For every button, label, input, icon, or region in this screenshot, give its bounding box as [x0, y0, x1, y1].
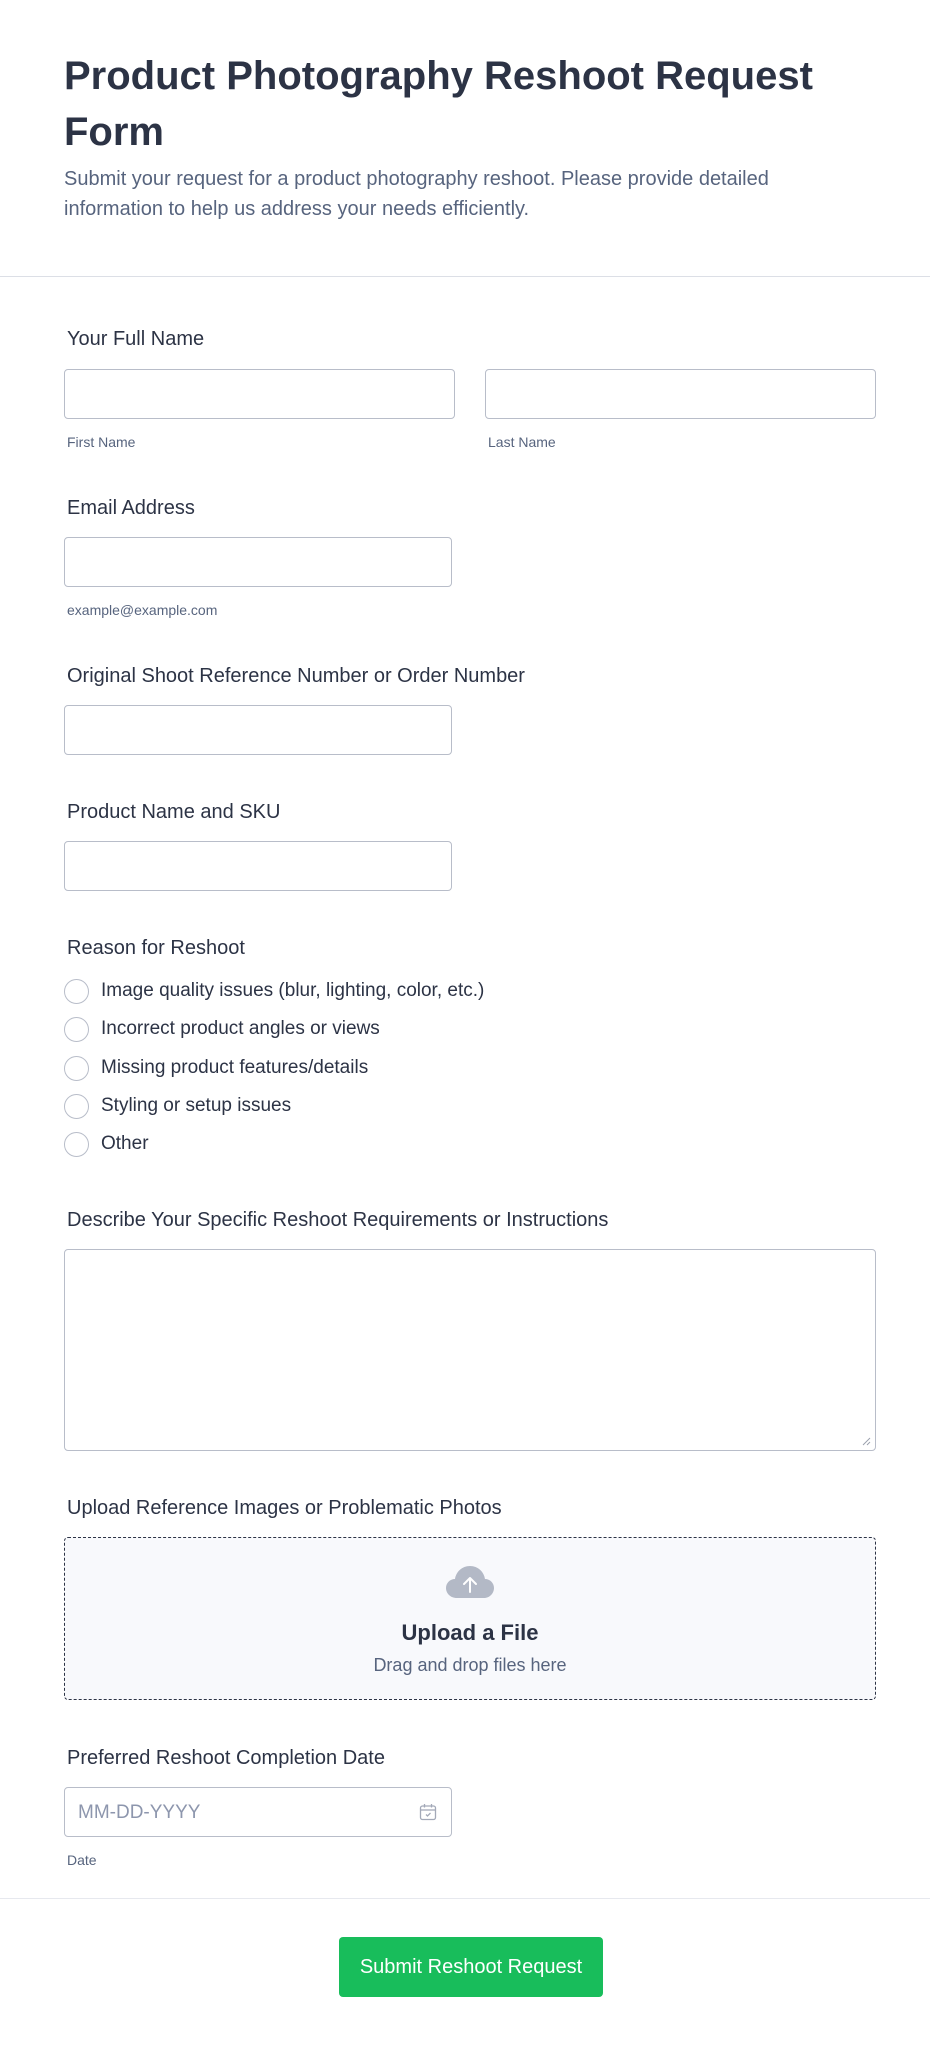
radio-button[interactable]: [64, 1017, 89, 1042]
reason-option-label: Styling or setup issues: [101, 1095, 292, 1116]
submit-button[interactable]: Submit Reshoot Request: [339, 1937, 603, 1997]
reason-option-missing-features[interactable]: [64, 1054, 368, 1082]
requirements-textarea[interactable]: [64, 1249, 876, 1451]
order-ref-input[interactable]: [64, 705, 452, 755]
last-name-sublabel: Last Name: [488, 434, 556, 450]
reason-option-styling[interactable]: [64, 1092, 291, 1120]
date-sublabel: Date: [67, 1852, 97, 1868]
last-name-input[interactable]: [485, 369, 876, 419]
radio-button[interactable]: [64, 1132, 89, 1157]
date-placeholder: MM-DD-YYYY: [78, 1802, 201, 1823]
footer-divider: [0, 1898, 930, 1899]
reason-option-label: Image quality issues (blur, lighting, color, etc.): [101, 980, 485, 1001]
upload-title: Upload a File: [401, 1620, 539, 1645]
requirements-label: Describe Your Specific Reshoot Requirements or Instructions: [67, 1209, 609, 1231]
full-name-label: Your Full Name: [67, 328, 205, 350]
first-name-sublabel: First Name: [67, 434, 136, 450]
reason-option-angles[interactable]: [64, 1015, 380, 1043]
radio-button[interactable]: [64, 979, 89, 1004]
product-input[interactable]: [64, 841, 452, 891]
form-description: Submit your request for a product photography reshoot. Please provide detailed information to help us address your needs efficiently.: [64, 168, 769, 220]
email-input[interactable]: [64, 537, 452, 587]
resize-handle-icon[interactable]: [861, 1436, 871, 1446]
reason-option-label: Missing product features/details: [101, 1057, 369, 1078]
file-upload-dropzone[interactable]: [64, 1537, 876, 1700]
radio-button[interactable]: [64, 1094, 89, 1119]
email-label: Email Address: [67, 497, 195, 519]
order-ref-label: Original Shoot Reference Number or Order Number: [67, 665, 525, 687]
reason-label: Reason for Reshoot: [67, 937, 245, 959]
product-label: Product Name and SKU: [67, 801, 281, 823]
upload-label: Upload Reference Images or Problematic Photos: [67, 1497, 502, 1519]
date-input[interactable]: [64, 1787, 452, 1837]
reason-option-label: Other: [101, 1133, 149, 1154]
first-name-input[interactable]: [64, 369, 455, 419]
cloud-upload-icon: [445, 1564, 495, 1600]
date-label: Preferred Reshoot Completion Date: [67, 1747, 385, 1769]
reason-option-image-quality[interactable]: [64, 977, 484, 1005]
email-sublabel: example@example.com: [67, 602, 218, 618]
reason-option-label: Incorrect product angles or views: [101, 1018, 380, 1039]
reason-option-other[interactable]: [64, 1130, 149, 1158]
form-header: [0, 0, 930, 277]
upload-subtitle: Drag and drop files here: [373, 1655, 567, 1675]
calendar-icon[interactable]: [419, 1803, 437, 1821]
page-title: Product Photography Reshoot Request Form: [64, 54, 813, 154]
radio-button[interactable]: [64, 1056, 89, 1081]
